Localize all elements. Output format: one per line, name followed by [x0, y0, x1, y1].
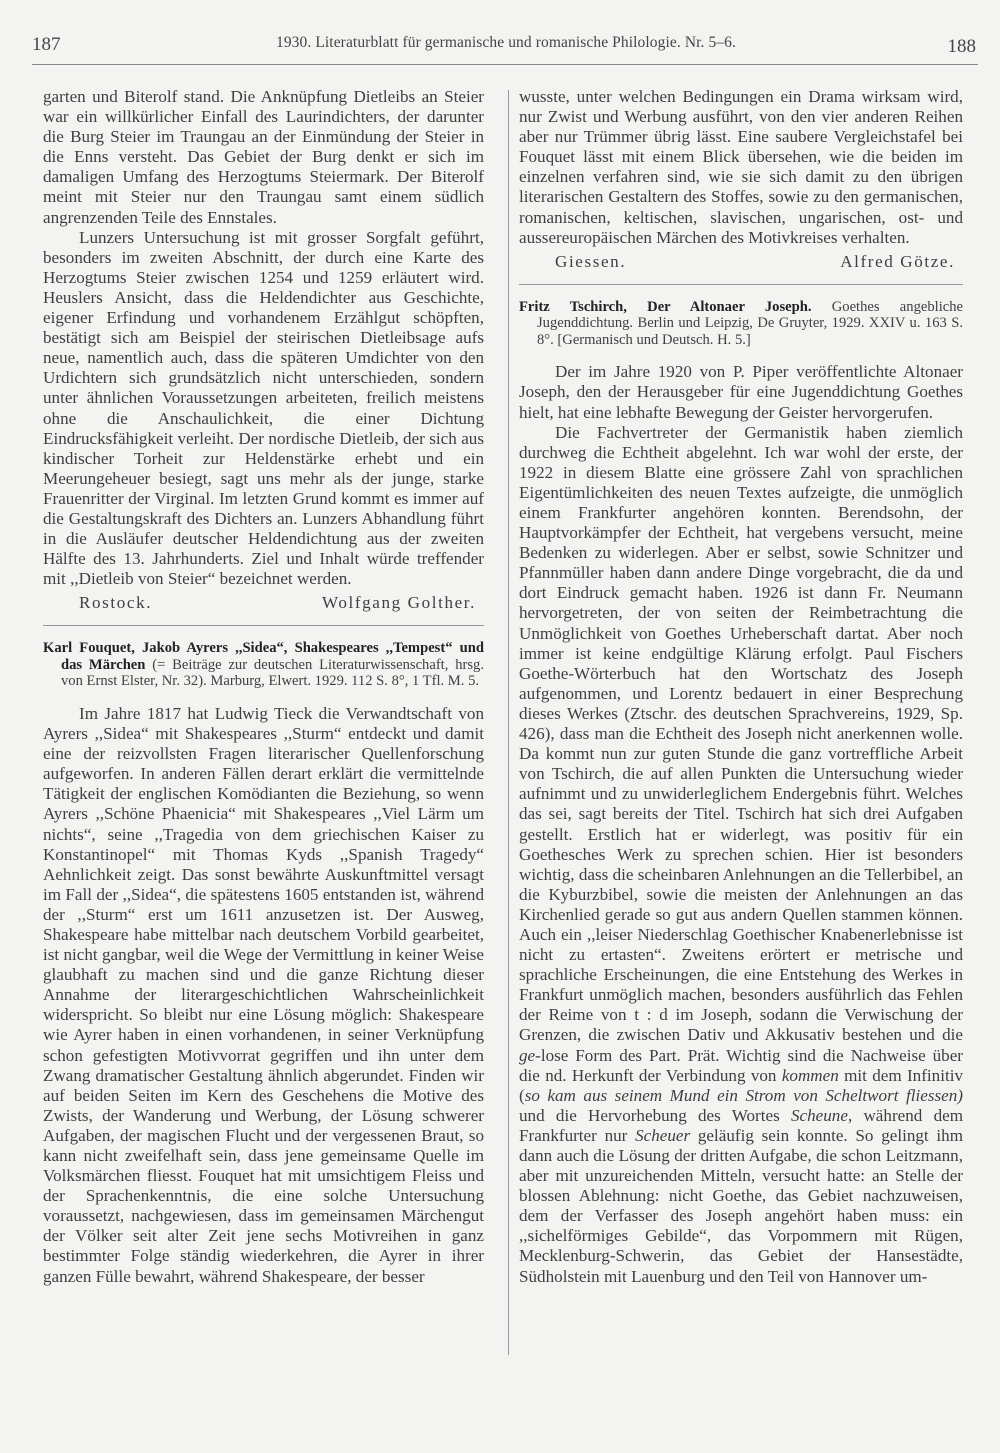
bib-title: Karl Fouquet, Jakob Ayrers ,,Sidea“, Shakespeares ,,Tempest“ und das Märchen — [43, 640, 484, 673]
text-run: Die Fachvertreter der Germanistik haben ziemlich durchweg die Echtheit abgelehnt. Ich war wohl der erste, der 1922 in diesem Blatte eine grössere Zahl von sprachlichen Eigentümlichkeiten des neuen Textes aufzeigte, die unmöglich einem Frankfurter angehören konnten. Berendsohn, der Hauptvorkämpfer der Echtheit, hat vergebens versucht, meine Bedenken zu widerlegen. Aber er selbst, sowie Schnitzer und Pfannmüller haben dann andere Dinge vorgebracht, die da und dort Eindruck gemacht haben. 1926 ist dann Fr. Neumann hervorgetreten, der von seiten der Reimbetrachtung die Unmöglichkeit von Goethes Urheberschaft dartat. Aber noch immer ist keine endgültige Klärung erfolgt. Paul Fischers Goethe-Wörterbuch hat den Wortschatz des Joseph aufgenommen, und Lorentz bedauert in einer Besprechung dieses Werkes (Ztschr. des deutschen Sprachvereins, 1929, Sp. 426), dass man die Echtheit des Joseph nicht anerkennen wolle. Da kommt nun zur guten Stunde die ganz vortreffliche Arbeit von Tschirch, die auf allen Punkten die Untersuchung wieder aufnimmt und zu unwiderleglichem Endergebnis führt. Welches das sei, sagt bereits der Titel. Tschirch hat sich drei Aufgaben gestellt. Erstlich hat er widerlegt, was positiv für ein Goethesches Werk zu sprechen schien. Hier ist besonders wichtig, dass die scheinbaren Anlehnungen an die Tellerbibel, an die Kyburzbibel, sowie die meisten der Anlehnungen an das Kirchenlied gerade so gut aus andern Quellen stammen können. Auch ein ,,leiser Niederschlag Goethischer Knabenerlebnisse ist nicht zu ertasten“. Zweitens erörtert er metrische und sprachliche Erscheinungen, die eine Entstehung des Werkes in Frankfurt unmöglich machen, besonders ausführlich das Fehlen der Reime von t : d im Joseph, sodann die Verwischung der Grenzen, die zwischen Dativ und Akkusativ bestehen und die — [519, 422, 963, 1045]
page-number-right: 188 — [947, 36, 976, 57]
signature-place: Rostock. — [79, 593, 153, 613]
right-column — [519, 87, 963, 1287]
text-run: mit dem Infinitiv ( — [519, 1065, 963, 1105]
italic-run: kommen — [781, 1065, 839, 1085]
column-divider — [508, 90, 509, 1355]
italic-run: so kam aus seinem Mund ein Strom von Scheltwort fliessen) — [524, 1085, 963, 1105]
bib-details: (= Beiträge zur deutschen Literaturwissenschaft, hrsg. von Ernst Elster, Nr. 32). Marburg, Elwert. 1929. 112 S. 8°, 1 Tfl. M. 5. — [61, 656, 484, 690]
text-run: , während dem Frankfurter nur — [519, 1105, 963, 1145]
signature-author: Wolfgang Golther. — [322, 593, 476, 613]
italic-run: Scheuer — [635, 1125, 691, 1145]
bibliographic-entry — [519, 299, 963, 349]
header-rule — [32, 64, 978, 65]
text-run: geläufig sein konnte. So gelingt ihm dann auch die Lösung der dritten Aufgabe, die schon Leitzmann, aber mit unzureichenden Mitteln, versucht hatte: an Stelle der blossen Ablehnung: nicht Goethe, das Gebiet nachzuweisen, dem der Verfasser des Joseph angehört haben muss: ein ,,sichelförmiges Gebilde“, das Vorpommern mit Rügen, Mecklenburg-Schwerin, das Gebiet der Hansestädte, Südholstein mit Lauenburg und den Teil von Hannover um- — [519, 1125, 963, 1286]
journal-title: 1930. Literaturblatt für germanische und romanische Philologie. Nr. 5–6. — [275, 34, 737, 51]
bibliographic-entry — [43, 640, 484, 690]
text-run: und die Hervorhebung des Wortes — [519, 1105, 791, 1125]
italic-run: ge — [519, 1045, 536, 1065]
page-number-left: 187 — [32, 34, 61, 55]
left-column — [43, 87, 484, 1287]
paragraph: Lunzers Untersuchung ist mit grosser Sorgfalt geführt, besonders im zweiten Abschnitt, der durch eine Karte des Herzogtums Steier zwischen 1254 und 1259 erläutert wird. Heuslers Ansicht, dass die Heldendichter aus Geschichte, eigener Erfindung und vorhandenem Erzählgut schöpften, bestätigt sich am Beispiel der steirischen Dietleibsage aufs neue, namentlich auch, dass die späteren Umdichter von den Urdichtern sich grundsätzlich nicht unterschieden, sondern unter ähnlichen Voraussetzungen arbeiteten, freilich meistens ohne die Anschaulichkeit, die einer Dichtung Eindrucksfähigkeit verleiht. Der nordische Dietleib, der sich aus kindischer Torheit zur Heldenstärke erhebt und ein Meerungeheuer besiegt, sagt uns mehr als der junge, starke Frauenritter der Virginal. Im letzten Grund kommt es immer auf die Gestaltungskraft des Dichters an. Lunzers Abhandlung führt in die Ausläufer deutscher Heldendichtung aus der zweiten Hälfte des 13. Jahrhunderts. Ziel und Inhalt würde treffender mit ,,Dietleib von Steier“ bezeichnet werden. — [43, 227, 484, 589]
review-signature — [43, 593, 484, 613]
text-run: -lose Form des Part. Prät. Wichtig sind die Nachweise über die nd. Herkunft der Verbindung von — [519, 1045, 963, 1085]
paragraph — [519, 423, 963, 1287]
bib-details: Goethes angebliche Jugenddichtung. Berlin und Leipzig, De Gruyter, 1929. XXIV u. 163 S. 8°. [Germanisch und Deutsch. H. 5.] — [537, 298, 963, 348]
paragraph: garten und Biterolf stand. Die Anknüpfung Dietleibs an Steier war ein willkürlicher Einfall des Laurindichters, der darunter die Burg Steier im Traungau an der Einmündung der Steier in die Enns versteht. Das Gebiet der Burg denkt er sich im damaligen Umfang des Herzogtums Steiermark. Der Biterolf meint mit Steier nur den Traungau samt einem südlich angrenzenden Teile des Ennstales. — [43, 87, 484, 227]
signature-author: Alfred Götze. — [840, 251, 955, 271]
paragraph: Im Jahre 1817 hat Ludwig Tieck die Verwandtschaft von Ayrers ,,Sidea“ mit Shakespeares ,,Sturm“ entdeckt und damit eine der reizvollsten Fragen literarischer Quellenforschung aufgeworfen. In anderen Fällen derart erklärt die vermittelnde Tätigkeit der englischen Komödianten die Beziehung, so wenn Ayrers ,,Schöne Phaenicia“ mit Shakespeares ,,Viel Lärm um nichts“, seine ,,Tragedia von dem griechischen Kaiser zu Konstantinopel“ mit Thomas Kyds ,,Spanish Tragedy“ Aehnlichkeit zeigt. Das sonst bewährte Auskunftmittel versagt im Fall der ,,Sidea“, die spätestens 1605 entstanden ist, während der ,,Sturm“ erst um 1611 anzusetzen ist. Der Ausweg, Shakespeare habe mittelbar nach deutschem Vorbild gearbeitet, ist nicht gangbar, weil die Wege der Vermittlung in keiner Weise glaubhaft zu machen sind und die ganze Richtung dieser Annahme der literargeschichtlichen Wahrscheinlichkeit widerspricht. So bleibt nur eine Lösung möglich: Shakespeare wie Ayrer haben in einen vorhandenen, in seiner Verknüpfung schon gefestigten Motivvorrat gegriffen und ihn unter dem Zwang dramatischer Gestaltung ähnlich abgerundet. Finden wir auf beiden Seiten im Kern des Geschehens die Motive des Zwists, der Wanderung und Werbung, der Lösung schwerer Aufgaben, der magischen Flucht und der vergessenen Braut, so kann nicht zweifelhaft sein, dass jene gemeinsame Quelle im Volksmärchen fliesst. Fouquet hat mit umsichtigem Fleiss und der Sprachenkenntnis, die eine solche Untersuchung voraussetzt, nachgewiesen, dass im gemeinsamen Märchengut der Völker seit alter Zeit jene sechs Motivreihen in ganz bestimmter Folge ständig wiederkehren, die Ayrer in ihrer ganzen Fülle bewahrt, während Shakespeare, der besser — [43, 703, 484, 1286]
section-rule — [519, 284, 963, 285]
running-header — [32, 34, 980, 62]
section-rule — [43, 625, 484, 626]
paragraph: Der im Jahre 1920 von P. Piper veröffentlichte Altonaer Joseph, den der Herausgeber für eine Jugenddichtung Goethes hielt, hat eine lebhafte Bewegung der Geister hervorgerufen. — [519, 362, 963, 422]
paragraph: wusste, unter welchen Bedingungen ein Drama wirksam wird, nur Zwist und Werbung ausführt, von den vier anderen Reihen aber nur Trümmer übrig lässt. Eine saubere Vergleichstafel bei Fouquet lässt mit einem Blick übersehen, wie die beiden im einzelnen verfahren sind, wie sie sich damit zu den übrigen literarischen Gestaltern des Stoffes, sowie zu den germanischen, romanischen, keltischen, slavischen, ungarischen, ost- und aussereuropäischen Märchen des Motivkreises verhalten. — [519, 87, 963, 247]
signature-place: Giessen. — [555, 251, 627, 271]
italic-run: Scheune — [790, 1105, 848, 1125]
review-signature — [519, 252, 963, 272]
bib-title: Fritz Tschirch, Der Altonaer Joseph. — [519, 298, 812, 315]
